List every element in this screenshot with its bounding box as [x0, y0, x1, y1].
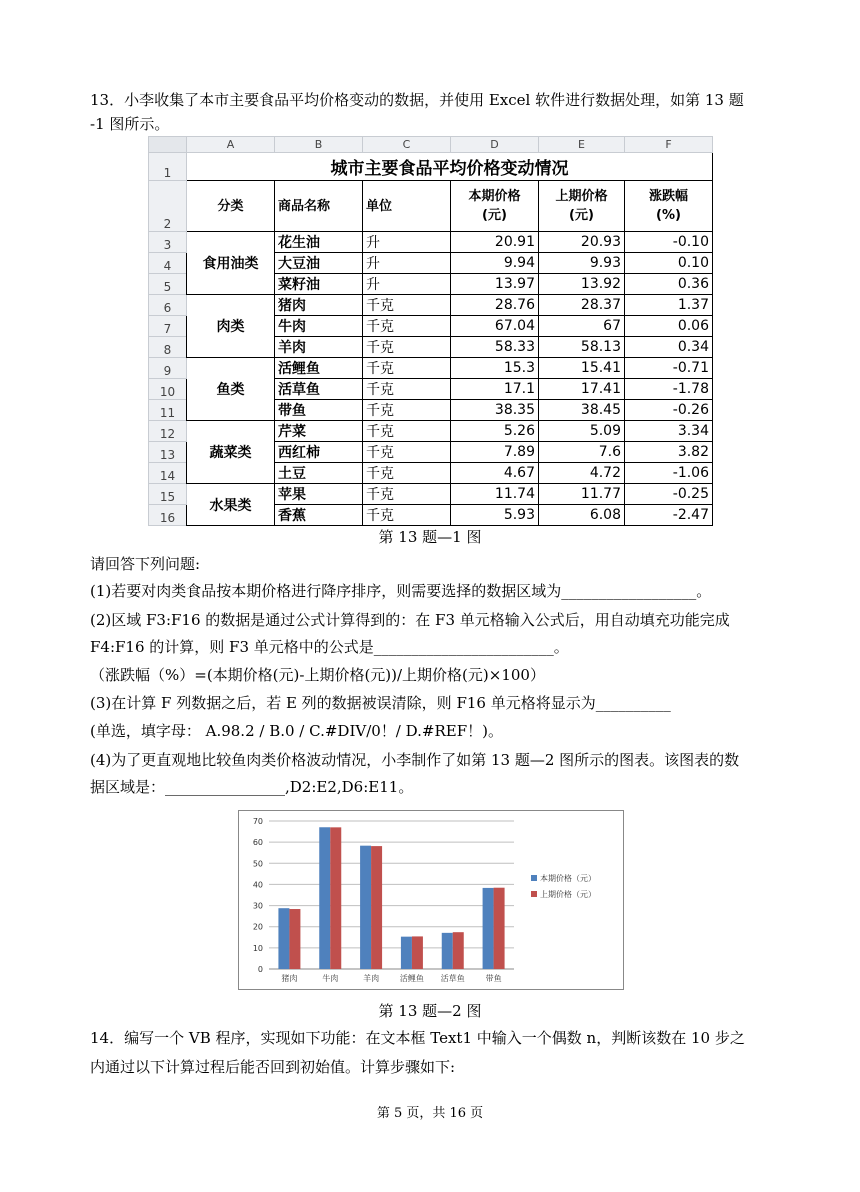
- q13-part1: (1)若要对肉类食品按本期价格进行降序排序，则需要选择的数据区域为__________________。: [90, 582, 712, 600]
- y-tick-label: 0: [257, 965, 263, 974]
- change-cell: -0.26: [625, 400, 713, 421]
- previous-price-cell: 15.41: [539, 358, 625, 379]
- y-tick-label: 30: [252, 901, 263, 911]
- y-tick-label: 10: [252, 943, 263, 953]
- item-name-cell: 带鱼: [275, 400, 363, 421]
- unit-cell: 千克: [363, 484, 451, 505]
- bar-previous: [371, 846, 382, 969]
- legend-label: 本期价格（元）: [540, 874, 596, 883]
- unit-cell: 升: [363, 253, 451, 274]
- bar-current: [483, 888, 494, 969]
- previous-price-cell: 28.37: [539, 295, 625, 316]
- bar-current: [360, 846, 371, 969]
- category-cell: 水果类: [187, 484, 275, 526]
- x-tick-label: 猪肉: [281, 974, 298, 983]
- bar-previous: [494, 888, 505, 969]
- item-name-cell: 西红柿: [275, 442, 363, 463]
- header-change-line2: (%): [656, 208, 681, 223]
- unit-cell: 千克: [363, 421, 451, 442]
- row-number: 1: [149, 153, 187, 181]
- header-unit: 单位: [363, 181, 451, 232]
- column-letter: B: [275, 137, 363, 153]
- current-price-cell: 38.35: [451, 400, 539, 421]
- unit-cell: 千克: [363, 442, 451, 463]
- row-number: 15: [149, 484, 187, 505]
- header-current-price-line2: (元): [482, 208, 507, 223]
- row-number: 13: [149, 442, 187, 463]
- change-cell: 0.36: [625, 274, 713, 295]
- header-current-price-line1: 本期价格: [468, 189, 521, 204]
- q13-part2-line1: (2)区域 F3:F16 的数据是通过公式计算得到的：在 F3 单元格输入公式后，用自动填充功能完成: [90, 611, 730, 629]
- header-name: 商品名称: [275, 181, 363, 232]
- row-number: 11: [149, 400, 187, 421]
- header-change-line1: 涨跌幅: [648, 189, 688, 204]
- current-price-cell: 28.76: [451, 295, 539, 316]
- current-price-cell: 20.91: [451, 232, 539, 253]
- item-name-cell: 苹果: [275, 484, 363, 505]
- q13-part3-line2: (单选，填字母： A.98.2 / B.0 / C.#DIV/0！/ D.#REF！)。: [90, 722, 503, 740]
- sheet-row: [149, 295, 713, 316]
- sheet-corner: [149, 137, 187, 153]
- sheet-row: [149, 181, 713, 232]
- category-cell: 肉类: [187, 295, 275, 358]
- change-cell: 1.37: [625, 295, 713, 316]
- item-name-cell: 花生油: [275, 232, 363, 253]
- unit-cell: 千克: [363, 463, 451, 484]
- sheet-row: [149, 153, 713, 181]
- spreadsheet-table: [148, 136, 713, 526]
- unit-cell: 千克: [363, 358, 451, 379]
- previous-price-cell: 58.13: [539, 337, 625, 358]
- x-tick-label: 带鱼: [485, 974, 502, 983]
- q14-line2: 内通过以下计算过程后能否回到初始值。计算步骤如下:: [90, 1058, 456, 1076]
- q13-line2: -1 图所示。: [90, 115, 170, 133]
- change-cell: -0.71: [625, 358, 713, 379]
- x-tick-label: 活草鱼: [440, 974, 465, 983]
- bar-current: [278, 908, 289, 969]
- bar-chart-svg: [239, 811, 623, 989]
- change-cell: 0.34: [625, 337, 713, 358]
- header-change: [625, 181, 713, 232]
- unit-cell: 千克: [363, 295, 451, 316]
- legend-swatch: [531, 875, 537, 881]
- bar-current: [401, 937, 412, 969]
- sheet-row: [149, 484, 713, 505]
- previous-price-cell: 20.93: [539, 232, 625, 253]
- q13-part4-line1: (4)为了更直观地比较鱼肉类价格波动情况，小李制作了如第 13 题—2 图所示的图表。该图表的数: [90, 751, 740, 769]
- previous-price-cell: 6.08: [539, 505, 625, 526]
- sheet-row: [149, 232, 713, 253]
- item-name-cell: 菜籽油: [275, 274, 363, 295]
- unit-cell: 千克: [363, 337, 451, 358]
- current-price-cell: 9.94: [451, 253, 539, 274]
- unit-cell: 千克: [363, 316, 451, 337]
- change-cell: 3.34: [625, 421, 713, 442]
- x-tick-label: 活鲤鱼: [399, 974, 424, 983]
- change-cell: -0.25: [625, 484, 713, 505]
- previous-price-cell: 38.45: [539, 400, 625, 421]
- bar-current: [319, 827, 330, 969]
- header-previous-price-line1: 上期价格: [555, 189, 608, 204]
- change-cell: -0.10: [625, 232, 713, 253]
- q13-part4-line2: 据区域是：________________,D2:E2,D6:E11。: [90, 778, 414, 796]
- sheet-title: 城市主要食品平均价格变动情况: [187, 153, 713, 181]
- y-tick-label: 50: [252, 859, 263, 869]
- spreadsheet: [148, 136, 712, 525]
- previous-price-cell: 5.09: [539, 421, 625, 442]
- y-tick-label: 60: [252, 838, 263, 848]
- q13-prompt: 请回答下列问题:: [90, 555, 201, 573]
- column-letter: A: [187, 137, 275, 153]
- current-price-cell: 4.67: [451, 463, 539, 484]
- bar-chart: [238, 810, 624, 990]
- bar-current: [442, 933, 453, 969]
- figure2-caption: 第 13 题—2 图: [378, 1002, 482, 1020]
- header-category: 分类: [187, 181, 275, 232]
- previous-price-cell: 7.6: [539, 442, 625, 463]
- current-price-cell: 5.93: [451, 505, 539, 526]
- previous-price-cell: 11.77: [539, 484, 625, 505]
- category-cell: 蔬菜类: [187, 421, 275, 484]
- item-name-cell: 牛肉: [275, 316, 363, 337]
- current-price-cell: 15.3: [451, 358, 539, 379]
- category-cell: 食用油类: [187, 232, 275, 295]
- bar-previous: [412, 936, 423, 969]
- page-footer: 第 5 页，共 16 页: [376, 1106, 484, 1121]
- q13-line1: 13．小李收集了本市主要食品平均价格变动的数据，并使用 Excel 软件进行数据处理，如第 13 题: [90, 91, 744, 109]
- item-name-cell: 芹菜: [275, 421, 363, 442]
- column-header-row: [149, 137, 713, 153]
- item-name-cell: 大豆油: [275, 253, 363, 274]
- legend-swatch: [531, 891, 537, 897]
- x-tick-label: 羊肉: [363, 974, 380, 983]
- row-number: 12: [149, 421, 187, 442]
- y-tick-label: 20: [252, 922, 263, 932]
- previous-price-cell: 4.72: [539, 463, 625, 484]
- unit-cell: 千克: [363, 379, 451, 400]
- row-number: 14: [149, 463, 187, 484]
- row-number: 7: [149, 316, 187, 337]
- sheet-row: [149, 358, 713, 379]
- previous-price-cell: 13.92: [539, 274, 625, 295]
- header-previous-price: [539, 181, 625, 232]
- column-letter: E: [539, 137, 625, 153]
- y-tick-label: 40: [252, 880, 263, 890]
- current-price-cell: 13.97: [451, 274, 539, 295]
- change-cell: 0.10: [625, 253, 713, 274]
- item-name-cell: 活鲤鱼: [275, 358, 363, 379]
- item-name-cell: 活草鱼: [275, 379, 363, 400]
- y-tick-label: 70: [252, 817, 263, 826]
- column-letter: C: [363, 137, 451, 153]
- row-number: 6: [149, 295, 187, 316]
- current-price-cell: 58.33: [451, 337, 539, 358]
- bar-previous: [453, 932, 464, 969]
- change-cell: -2.47: [625, 505, 713, 526]
- change-cell: -1.06: [625, 463, 713, 484]
- q13-part2-line2: F4:F16 的计算，则 F3 单元格中的公式是________________________。: [90, 638, 569, 656]
- q13-part2-formula-note: （涨跌幅（%）=(本期价格(元)-上期价格(元))/上期价格(元)×100）: [90, 666, 545, 684]
- column-letter: D: [451, 137, 539, 153]
- q14-line1: 14．编写一个 VB 程序，实现如下功能：在文本框 Text1 中输入一个偶数 n，判断该数在 10 步之: [90, 1029, 745, 1047]
- header-previous-price-line2: (元): [569, 208, 594, 223]
- row-number: 3: [149, 232, 187, 253]
- header-current-price: [451, 181, 539, 232]
- column-letter: F: [625, 137, 713, 153]
- row-number: 8: [149, 337, 187, 358]
- unit-cell: 升: [363, 232, 451, 253]
- unit-cell: 升: [363, 274, 451, 295]
- x-tick-label: 牛肉: [322, 974, 339, 983]
- row-number: 9: [149, 358, 187, 379]
- previous-price-cell: 9.93: [539, 253, 625, 274]
- unit-cell: 千克: [363, 400, 451, 421]
- item-name-cell: 土豆: [275, 463, 363, 484]
- legend-label: 上期价格（元）: [540, 890, 596, 899]
- figure1-caption: 第 13 题—1 图: [378, 528, 482, 546]
- change-cell: 0.06: [625, 316, 713, 337]
- sheet-row: [149, 421, 713, 442]
- change-cell: 3.82: [625, 442, 713, 463]
- current-price-cell: 17.1: [451, 379, 539, 400]
- category-cell: 鱼类: [187, 358, 275, 421]
- row-number: 4: [149, 253, 187, 274]
- bar-previous: [289, 909, 300, 969]
- current-price-cell: 67.04: [451, 316, 539, 337]
- row-number: 5: [149, 274, 187, 295]
- item-name-cell: 猪肉: [275, 295, 363, 316]
- change-cell: -1.78: [625, 379, 713, 400]
- previous-price-cell: 67: [539, 316, 625, 337]
- row-number: 2: [149, 181, 187, 232]
- unit-cell: 千克: [363, 505, 451, 526]
- row-number: 10: [149, 379, 187, 400]
- current-price-cell: 7.89: [451, 442, 539, 463]
- row-number: 16: [149, 505, 187, 526]
- previous-price-cell: 17.41: [539, 379, 625, 400]
- bar-previous: [330, 827, 341, 969]
- current-price-cell: 5.26: [451, 421, 539, 442]
- item-name-cell: 羊肉: [275, 337, 363, 358]
- item-name-cell: 香蕉: [275, 505, 363, 526]
- q13-part3-line1: (3)在计算 F 列数据之后，若 E 列的数据被误清除，则 F16 单元格将显示为__________: [90, 694, 671, 712]
- current-price-cell: 11.74: [451, 484, 539, 505]
